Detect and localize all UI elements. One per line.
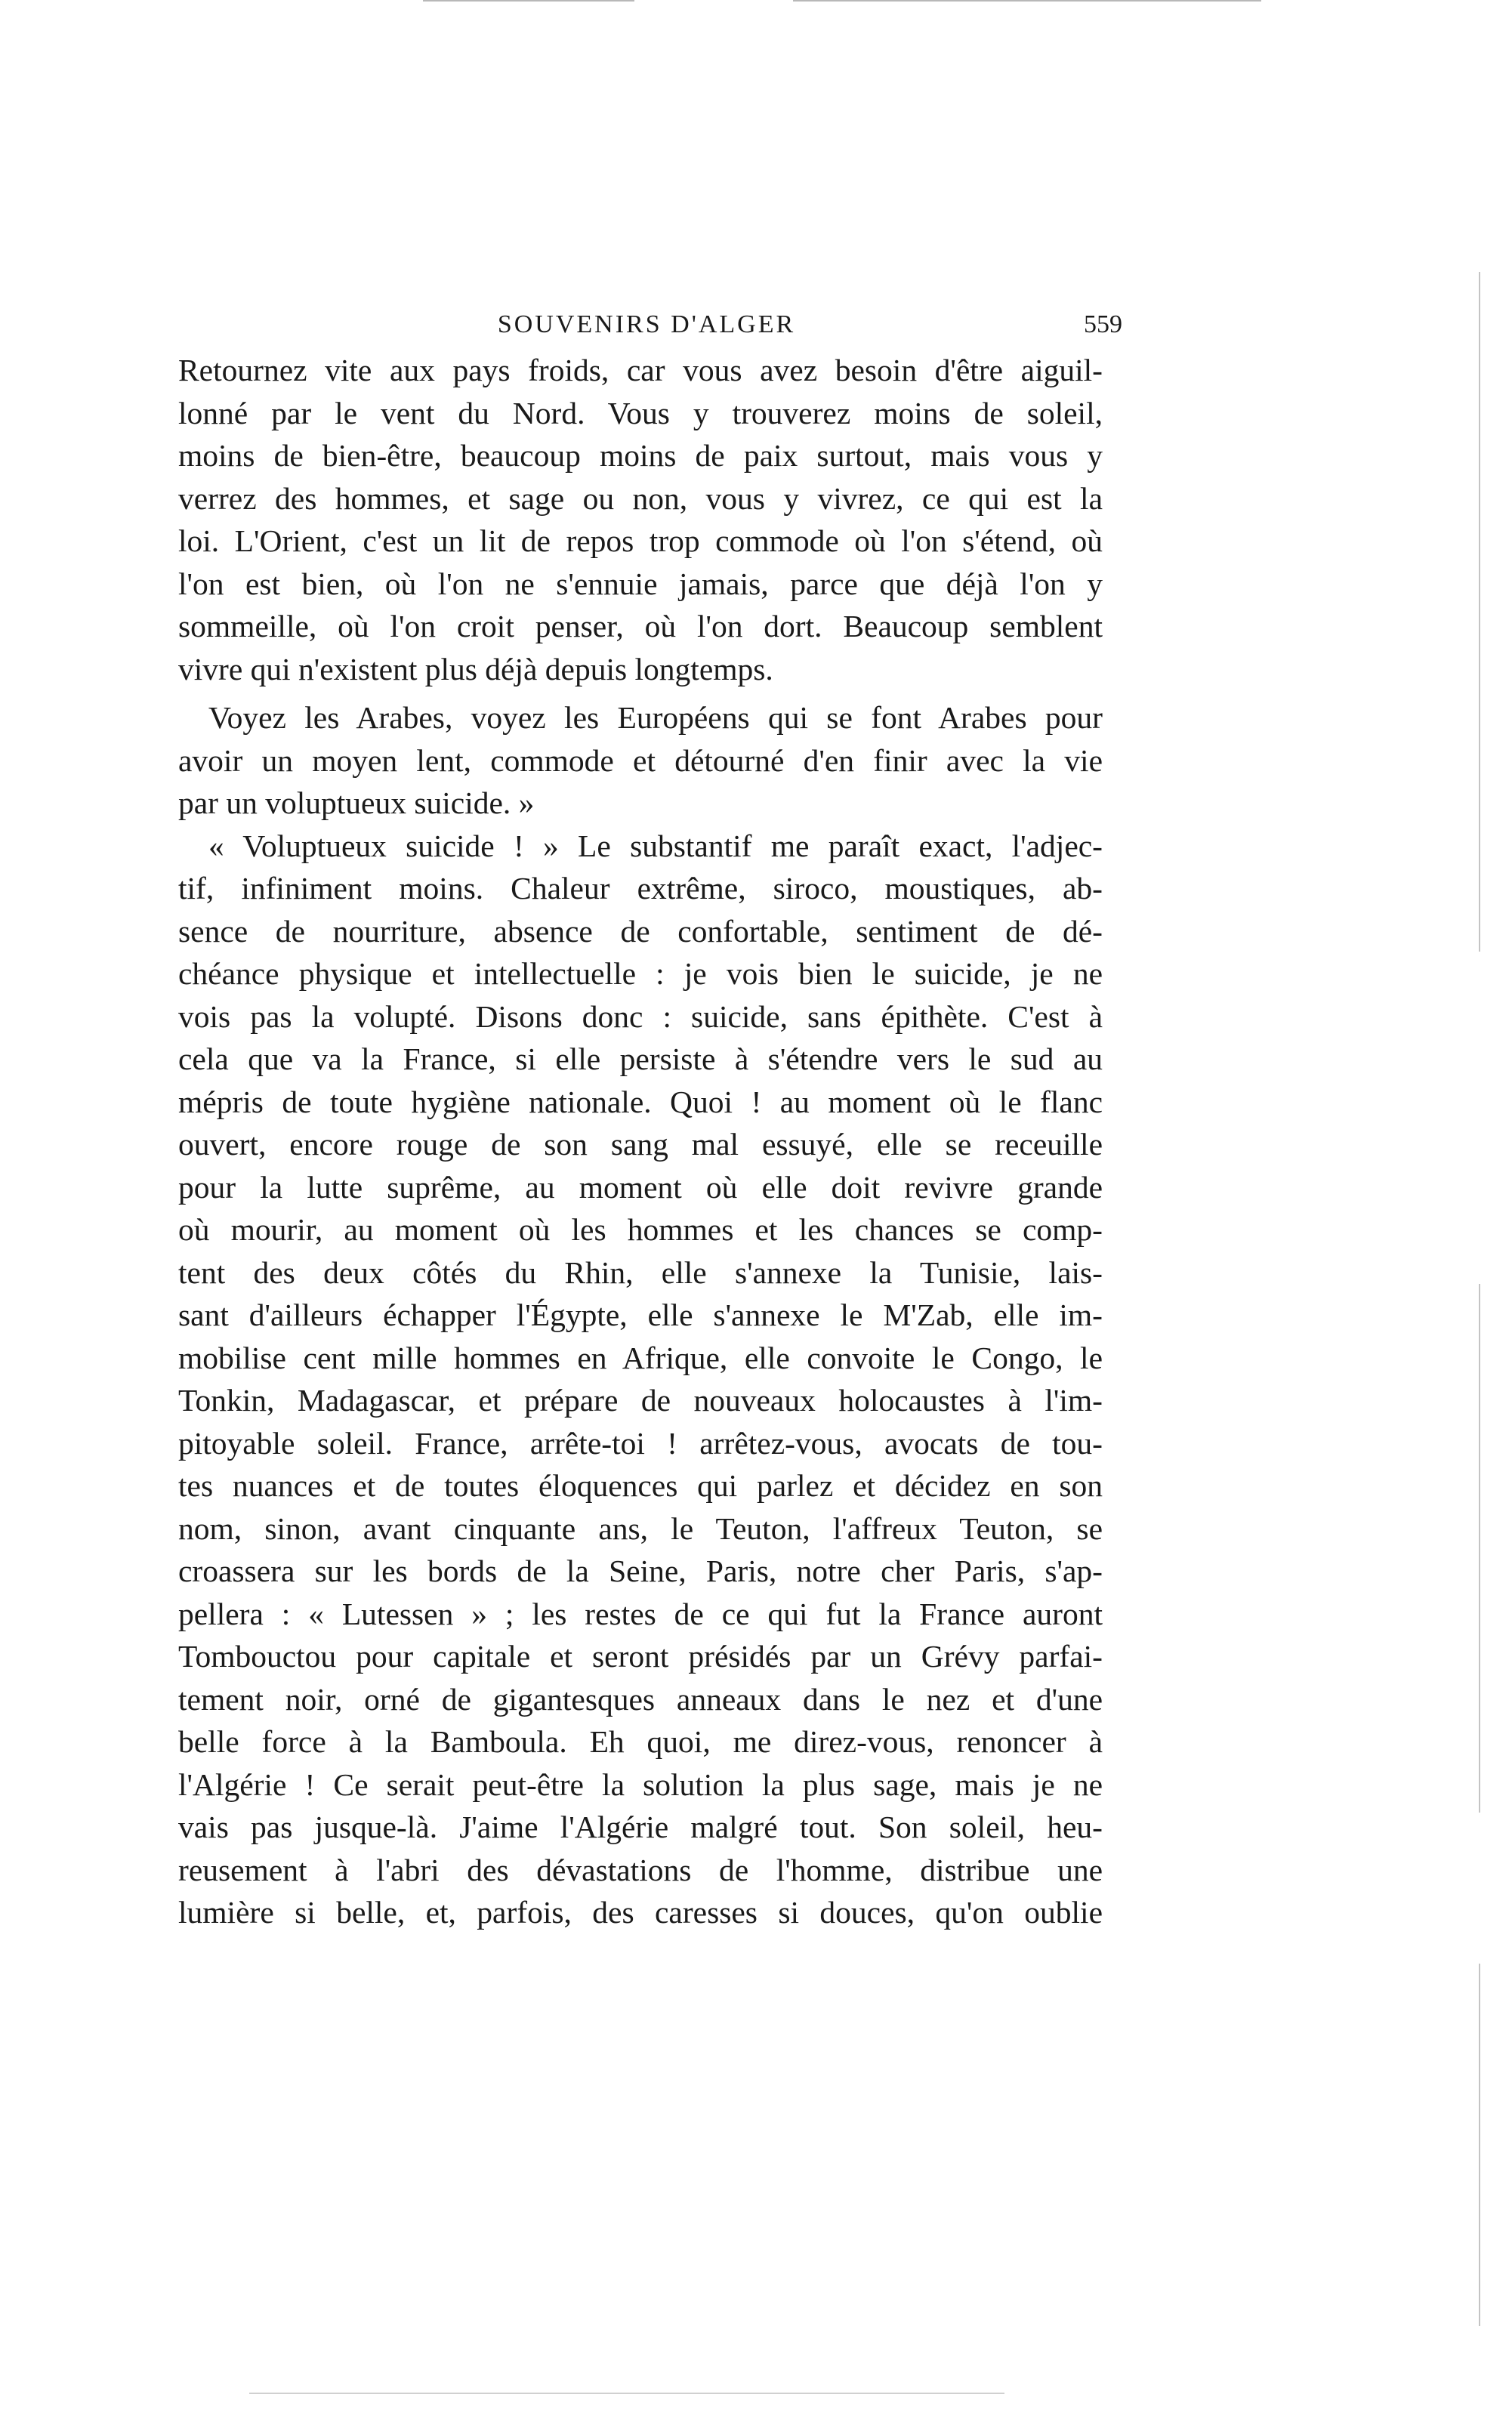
text-line: loi. L'Orient, c'est un lit de repos trop commode où l'on s'étend, où	[178, 523, 1103, 558]
text-line: tement noir, orné de gigantesques anneaux dans le nez et d'une	[178, 1681, 1103, 1717]
text-line: croassera sur les bords de la Seine, Paris, notre cher Paris, s'ap-	[178, 1554, 1103, 1588]
text-line: nom, sinon, avant cinquante ans, le Teuton, l'affreux Teuton, se	[178, 1510, 1103, 1546]
scan-rule-top-right	[793, 0, 1261, 2]
running-head	[171, 304, 1122, 346]
text-line: tent des deux côtés du Rhin, elle s'annexe la Tunisie, lais-	[178, 1254, 1103, 1290]
text-line: l'Algérie ! Ce serait peut-être la solution la plus sage, mais je ne	[178, 1766, 1103, 1802]
text-line: où mourir, au moment où les hommes et les chances se comp-	[178, 1212, 1103, 1247]
text-line: reusement à l'abri des dévastations de l'homme, distribue une	[178, 1852, 1103, 1887]
scan-rule-top-left	[423, 0, 634, 2]
text-line: vois pas la volupté. Disons donc : suicide, sans épithète. C'est à	[178, 998, 1103, 1034]
text-line: tif, infiniment moins. Chaleur extrême, siroco, moustiques, ab-	[178, 871, 1103, 906]
text-line: vais pas jusque-là. J'aime l'Algérie malgré tout. Son soleil, heu-	[178, 1810, 1103, 1844]
running-title: SOUVENIRS D'ALGER	[497, 310, 796, 338]
text-line: avoir un moyen lent, commode et détourné d'en finir avec la vie	[178, 742, 1103, 778]
text-line: sant d'ailleurs échapper l'Égypte, elle s'annexe le M'Zab, elle im-	[178, 1297, 1103, 1332]
body-text	[178, 349, 1103, 1934]
scan-edge-lower	[1479, 1964, 1480, 2326]
text-line: chéance physique et intellectuelle : je vois bien le suicide, je ne	[178, 956, 1103, 991]
text-line: par un voluptueux suicide. »	[178, 785, 535, 820]
text-line: l'on est bien, où l'on ne s'ennuie jamais, parce que déjà l'on y	[178, 566, 1103, 601]
text-line: verrez des hommes, et sage ou non, vous y vivrez, ce qui est la	[178, 480, 1103, 516]
scan-edge-middle	[1479, 1284, 1480, 1813]
text-line: Tombouctou pour capitale et seront présidés par un Grévy parfai-	[178, 1639, 1103, 1674]
paragraph-start-line: Voyez les Arabes, voyez les Européens qui se font Arabes pour	[208, 700, 1103, 735]
scan-edge-upper	[1479, 272, 1480, 952]
text-line: lumière si belle, et, parfois, des caresses si douces, qu'on oublie	[178, 1895, 1103, 1930]
text-line: mobilise cent mille hommes en Afrique, elle convoite le Congo, le	[178, 1340, 1103, 1375]
text-line: belle force à la Bamboula. Eh quoi, me direz-vous, renoncer à	[178, 1724, 1103, 1759]
text-line: tes nuances et de toutes éloquences qui parlez et décidez en son	[178, 1468, 1103, 1503]
text-line: moins de bien-être, beaucoup moins de paix surtout, mais vous y	[178, 438, 1103, 473]
text-line: mépris de toute hygiène nationale. Quoi ! au moment où le flanc	[178, 1084, 1103, 1119]
paragraph-start-line: « Voluptueux suicide ! » Le substantif me paraît exact, l'adjec-	[208, 828, 1103, 863]
text-line: pitoyable soleil. France, arrête-toi ! arrêtez-vous, avocats de tou-	[178, 1425, 1103, 1461]
text-line: sommeille, où l'on croit penser, où l'on dort. Beaucoup semblent	[178, 609, 1103, 643]
text-line: ouvert, encore rouge de son sang mal essuyé, elle se receuille	[178, 1127, 1103, 1162]
text-line: lonné par le vent du Nord. Vous y trouverez moins de soleil,	[178, 395, 1103, 430]
text-line: cela que va la France, si elle persiste à s'étendre vers le sud au	[178, 1041, 1103, 1076]
scan-rule-bottom	[249, 2393, 1004, 2394]
text-line: vivre qui n'existent plus déjà depuis longtemps.	[178, 651, 773, 687]
text-line: Tonkin, Madagascar, et prépare de nouveaux holocaustes à l'im-	[178, 1383, 1103, 1418]
text-line: pellera : « Lutessen » ; les restes de ce qui fut la France auront	[178, 1596, 1103, 1631]
text-line: pour la lutte suprême, au moment où elle doit revivre grande	[178, 1169, 1103, 1205]
text-line: Retournez vite aux pays froids, car vous avez besoin d'être aiguil-	[178, 353, 1103, 387]
page-number: 559	[1084, 310, 1122, 338]
text-line: sence de nourriture, absence de confortable, sentiment de dé-	[178, 913, 1103, 949]
